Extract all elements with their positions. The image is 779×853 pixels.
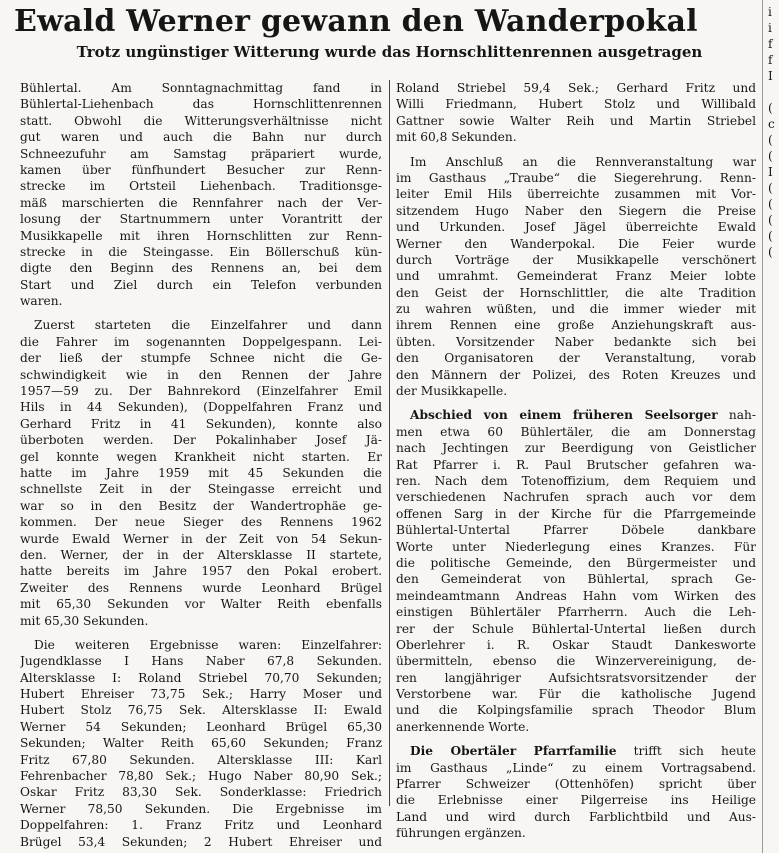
line-text: mäß marschierten die Rennfahrer nach der Ver- xyxy=(20,195,382,210)
left-column-line xyxy=(20,449,382,465)
paragraph-gap xyxy=(20,309,382,317)
paragraph-gap xyxy=(396,735,756,743)
article-headline: Ewald Werner gewann den Wanderpokal xyxy=(14,4,698,39)
right-column-line xyxy=(396,317,756,333)
line-text: strecke im Ortsteil Liehenbach. Traditionsge- xyxy=(20,179,382,194)
right-column-line xyxy=(396,80,756,96)
line-text: und umrahmt. Gemeinderat Franz Meier lobte xyxy=(396,269,756,284)
line-text: die Fahrer im sogenannten Doppelgespann. Lei- xyxy=(20,334,382,349)
line-text: Schneezufuhr am Samstag präpariert wurde, xyxy=(20,146,382,161)
right-column-line xyxy=(396,367,756,383)
line-text: Zuerst starteten die Einzelfahrer und dann xyxy=(34,318,382,333)
line-text: Werner 54 Sekunden; Leonhard Brügel 65,30 xyxy=(20,719,382,734)
line-text: Land und wird durch Farblichtbild und Aus- xyxy=(396,809,756,824)
line-text: kommen. Der neue Sieger des Rennens 1962 xyxy=(20,515,382,530)
left-column-line xyxy=(20,334,382,350)
page-edge-rule xyxy=(762,0,763,853)
right-column-line xyxy=(396,350,756,366)
right-column-line xyxy=(396,407,756,423)
left-column-line xyxy=(20,514,382,530)
left-column-line xyxy=(20,613,382,629)
left-column-line xyxy=(20,416,382,432)
line-text: rer der Schule Bühlertal-Untertal ließen durch xyxy=(396,621,756,636)
line-text: Gerhard Fritz in 41 Sekunden), konnte also xyxy=(20,416,382,431)
line-text: Willi Friedmann, Hubert Stolz und Willibald xyxy=(396,97,756,112)
left-column-line xyxy=(20,670,382,686)
right-column-line xyxy=(396,760,756,776)
left-column-line xyxy=(20,563,382,579)
right-column-line xyxy=(396,129,756,145)
line-text: Werner den Wanderpokal. Die Feier wurde xyxy=(396,236,756,251)
line-text: durch Vorträge der Musikkapelle verschönert xyxy=(396,252,756,267)
right-column-line xyxy=(396,776,756,792)
line-text: der Musikkapelle. xyxy=(396,384,508,399)
line-text: Jugendklasse I Hans Naber 67,8 Sekunden. xyxy=(20,654,382,669)
left-column-line xyxy=(20,768,382,784)
line-text: Rat Pfarrer i. R. Paul Brutscher gefahren wa- xyxy=(396,457,756,472)
left-column-line xyxy=(20,531,382,547)
left-column-line xyxy=(20,719,382,735)
line-text: Verstorbene war. Für die katholische Jugend xyxy=(396,687,756,702)
right-column-line xyxy=(396,186,756,202)
line-text: überboten werden. Der Pokalinhaber Josef Jä- xyxy=(20,433,382,448)
right-column-line xyxy=(396,113,756,129)
right-column-line xyxy=(396,702,756,718)
right-column-line xyxy=(396,588,756,604)
line-text: meindeamtmann Andreas Hahn vom Wirken des xyxy=(396,588,756,603)
left-column-line xyxy=(20,162,382,178)
left-column-line xyxy=(20,817,382,833)
right-column-line xyxy=(396,792,756,808)
line-text: ren. Nach dem Totenoffizium, dem Requiem und xyxy=(396,473,756,488)
line-text: und Urkunden. Josef Jägel überreichte Ewald xyxy=(396,220,756,235)
right-column-line xyxy=(396,809,756,825)
left-column-line xyxy=(20,465,382,481)
line-text: zu wahren wüßten, und die immer wieder mit xyxy=(396,302,756,317)
column-divider xyxy=(389,80,390,806)
left-column-line xyxy=(20,195,382,211)
right-column-line xyxy=(396,301,756,317)
left-column-line xyxy=(20,834,382,850)
line-text: der ließ der stumpfe Schnee nicht die Ge- xyxy=(20,351,382,366)
line-text: men etwa 60 Bühlertäler, die am Donnerstag xyxy=(396,424,756,439)
edge-fragment: I xyxy=(768,69,773,83)
right-column-line xyxy=(396,555,756,571)
right-column-line xyxy=(396,571,756,587)
line-text: den Gemeinderat von Bühlertal, sprach Ge- xyxy=(396,572,756,587)
left-column-line xyxy=(20,293,382,309)
line-text: Hubert Ehreiser 73,75 Sek.; Harry Moser und xyxy=(20,687,382,702)
right-column-line xyxy=(396,539,756,555)
left-column-line xyxy=(20,178,382,194)
right-column-line xyxy=(396,268,756,284)
left-column-line xyxy=(20,317,382,333)
line-text: Start und Ziel durch ein Telefon verbunden xyxy=(20,277,382,292)
line-text: nach Jechtingen zur Beerdigung von Geistlicher xyxy=(396,441,756,456)
line-text: Brügel 53,4 Sekunden; 2 Hubert Ehreiser und xyxy=(20,834,382,849)
right-column-line xyxy=(396,96,756,112)
right-column-line xyxy=(396,285,756,301)
left-column-line xyxy=(20,350,382,366)
line-text: den Geist der Hornschlittler, die alte Tradition xyxy=(396,285,756,300)
line-text: Fehrenbacher 78,80 Sek.; Hugo Naber 80,90 Sek.; xyxy=(20,769,382,784)
left-column-line xyxy=(20,277,382,293)
line-text: hatte im Jahre 1959 mit 45 Sekunden die xyxy=(20,465,382,480)
line-text: Bühlertal. Am Sonntagnachmittag fand in xyxy=(20,81,382,95)
line-text: im Gasthaus „Traube“ die Siegerehrung. Renn- xyxy=(396,170,756,185)
line-text: anerkennende Worte. xyxy=(396,719,530,734)
left-column-line xyxy=(20,735,382,751)
paragraph-gap xyxy=(396,399,756,407)
adjacent-column-fragment xyxy=(768,4,779,260)
right-column-line xyxy=(396,334,756,350)
edge-fragment: f xyxy=(768,53,773,67)
edge-fragment: ( xyxy=(768,181,773,195)
left-column-line xyxy=(20,129,382,145)
edge-fragment: f xyxy=(768,37,773,51)
line-text: Bühlertal-Untertal Pfarrer Döbele dankbare xyxy=(396,523,756,538)
edge-fragment: ( xyxy=(768,133,773,147)
left-column-line xyxy=(20,399,382,415)
line-text: die Erlebnisse einer Pilgerreise ins Heilige xyxy=(396,793,756,808)
right-column-line xyxy=(396,621,756,637)
line-text: und die Kolpingsfamilie sprach Theodor Blum xyxy=(396,703,756,718)
line-text: Bühlertal-Liehenbach das Hornschlittenrennen xyxy=(20,97,382,112)
line-text: Gattner sowie Walter Reih und Martin Striebel xyxy=(396,113,756,128)
right-column-line xyxy=(396,506,756,522)
line-text: schwindigkeit wie in den Rennen der Jahre xyxy=(20,367,382,382)
edge-fragment: i xyxy=(768,21,772,35)
line-text: Oberlehrer i. R. Oskar Staudt Dankesworte xyxy=(396,637,756,652)
right-column-line xyxy=(396,825,756,841)
right-column-line xyxy=(396,440,756,456)
line-text: losung der Startnummern unter Vorantritt der xyxy=(20,212,382,227)
edge-fragment: ( xyxy=(768,197,773,211)
line-text: nah- xyxy=(717,408,756,423)
right-column-line xyxy=(396,219,756,235)
right-column-line xyxy=(396,522,756,538)
left-column-line xyxy=(20,653,382,669)
line-text: Werner 78,50 Sekunden. Die Ergebnisse im xyxy=(20,801,382,816)
line-text: mit 65,30 Sekunden vor Walter Reith ebenfalls xyxy=(20,597,382,612)
line-text: Musikkapelle mit ihren Hornschlitten zur Renn- xyxy=(20,228,382,243)
left-column-line xyxy=(20,498,382,514)
line-text: führungen ergänzen. xyxy=(396,826,526,841)
right-column-line xyxy=(396,743,756,759)
left-column-line xyxy=(20,244,382,260)
line-text: einstigen Bühlertäler Pfarrherrn. Auch die Leh- xyxy=(396,605,756,620)
left-column-line xyxy=(20,801,382,817)
line-text: gut waren und auch die Bahn nur durch xyxy=(20,130,382,145)
line-text: den Männern der Polizei, des Roten Kreuzes und xyxy=(396,367,756,382)
left-column-line xyxy=(20,784,382,800)
line-text: Fritz 67,80 Sekunden. Altersklasse III: Karl xyxy=(20,752,382,767)
line-text: gel konnte wegen Krankheit nicht starten. Er xyxy=(20,449,382,464)
right-column-line xyxy=(396,604,756,620)
line-text: war so in den Besitz der Wandertrophäe ge- xyxy=(20,498,382,513)
right-column-line xyxy=(396,203,756,219)
edge-fragment: ( xyxy=(768,245,773,259)
line-text: Oskar Fritz 83,30 Sek. Sonderklasse: Friedrich xyxy=(20,785,382,800)
line-text: hatte bereits im Jahre 1957 den Pokal erobert. xyxy=(20,564,382,579)
edge-fragment: ( xyxy=(768,149,773,163)
left-column-line xyxy=(20,752,382,768)
line-text: mit 65,30 Sekunden. xyxy=(20,613,149,628)
edge-fragment: ( xyxy=(768,229,773,243)
line-text: Pfarrer Schweizer (Ottenhöfen) spricht über xyxy=(396,777,756,792)
line-text: Hils in 44 Sekunden), (Doppelfahren Franz und xyxy=(20,400,382,415)
line-text: Sekunden; Walter Reith 65,60 Sekunden; Franz xyxy=(20,736,382,751)
left-column-line xyxy=(20,481,382,497)
right-column-line xyxy=(396,473,756,489)
left-column-line xyxy=(20,80,382,96)
paragraph-gap xyxy=(20,629,382,637)
line-text: Im Anschluß an die Rennveranstaltung war xyxy=(410,154,756,169)
right-column xyxy=(396,80,756,842)
right-column-line xyxy=(396,424,756,440)
left-column xyxy=(20,80,382,850)
edge-fragment xyxy=(768,84,779,100)
left-column-line xyxy=(20,432,382,448)
line-text: im Gasthaus „Linde“ zu einem Vortragsabend. xyxy=(396,760,756,775)
line-text: mit 60,8 Sekunden. xyxy=(396,130,517,145)
left-column-line xyxy=(20,383,382,399)
line-text: den. Werner, der in der Altersklasse II startete, xyxy=(20,547,382,562)
line-text: übten. Vorsitzender Naber bedankte sich bei xyxy=(396,334,756,349)
right-column-line xyxy=(396,637,756,653)
edge-fragment: i xyxy=(768,5,772,19)
line-text: statt. Obwohl die Witterungsverhältnisse nicht xyxy=(20,113,382,128)
line-text: Altersklasse I: Roland Striebel 70,70 Sekunden; xyxy=(20,670,382,685)
line-text: Roland Striebel 59,4 Sek.; Gerhard Fritz und xyxy=(396,81,756,95)
left-column-line xyxy=(20,596,382,612)
line-text: leiter Emil Hils überreichte zusammen mit Vor- xyxy=(396,187,756,202)
right-column-line xyxy=(396,489,756,505)
left-column-line xyxy=(20,146,382,162)
edge-fragment: ( xyxy=(768,213,773,227)
right-column-line xyxy=(396,719,756,735)
line-text: digte den Beginn des Rennens an, bei dem xyxy=(20,261,382,276)
line-text: die politische Gemeinde, den Bürgermeister und xyxy=(396,555,756,570)
right-column-line xyxy=(396,383,756,399)
line-text: 1957—59 zu. Der Bahnrekord (Einzelfahrer Emil xyxy=(20,384,382,399)
line-text: verschiedenen Nachrufen sprach auch vor dem xyxy=(396,490,756,505)
left-column-line xyxy=(20,228,382,244)
right-column-line xyxy=(396,686,756,702)
left-column-line xyxy=(20,686,382,702)
line-text: Worte unter Niederlegung eines Kranzes. Für xyxy=(396,539,756,554)
right-column-line xyxy=(396,154,756,170)
left-column-line xyxy=(20,113,382,129)
line-text: ihrem Rennen eine große Anziehungskraft aus- xyxy=(396,318,756,333)
edge-fragment: ( xyxy=(768,101,773,115)
right-column-line xyxy=(396,236,756,252)
right-column-line xyxy=(396,252,756,268)
line-text: übermitteln, ebenso die Winzervereinigung, de- xyxy=(396,654,756,669)
left-column-line xyxy=(20,702,382,718)
left-column-line xyxy=(20,211,382,227)
section-lead-in: Abschied von einem früheren Seelsorger xyxy=(410,408,718,423)
line-text: trifft sich heute xyxy=(616,744,756,759)
line-text: den Organisatoren der Veranstaltung, vorab xyxy=(396,351,756,366)
article-subheadline: Trotz ungünstiger Witterung wurde das Hornschlittenrennen ausgetragen xyxy=(76,43,703,61)
right-column-line xyxy=(396,170,756,186)
left-column-line xyxy=(20,580,382,596)
edge-fragment: I xyxy=(768,165,773,179)
line-text: ren langjähriger Aufsichtsratsvorsitzender der xyxy=(396,670,756,685)
paragraph-gap xyxy=(396,146,756,154)
left-column-line xyxy=(20,547,382,563)
line-text: kamen über fünfhundert Besucher zur Renn- xyxy=(20,162,382,177)
line-text: wurde Ewald Werner in der Zeit von 54 Sekun- xyxy=(20,531,382,546)
right-column-line xyxy=(396,457,756,473)
left-column-line xyxy=(20,367,382,383)
line-text: Zweiter des Rennens wurde Leonhard Brügel xyxy=(20,580,382,595)
line-text: schnellste Zeit in der Steingasse erreicht und xyxy=(20,482,382,497)
line-text: Die weiteren Ergebnisse waren: Einzelfahrer: xyxy=(34,637,382,652)
left-column-line xyxy=(20,637,382,653)
left-column-line xyxy=(20,260,382,276)
line-text: waren. xyxy=(20,294,63,309)
line-text: offenen Sarg in der Kirche für die Pfarrgemeinde xyxy=(396,506,756,521)
line-text: Doppelfahren: 1. Franz Fritz und Leonhard xyxy=(20,818,382,833)
right-column-line xyxy=(396,670,756,686)
section-lead-in: Die Obertäler Pfarrfamilie xyxy=(410,744,617,759)
right-column-line xyxy=(396,653,756,669)
line-text: Hubert Stolz 76,75 Sek. Altersklasse II: Ewald xyxy=(20,703,382,718)
line-text: sitzendem Hugo Naber den Siegern die Preise xyxy=(396,203,756,218)
line-text: strecke in die Steingasse. Ein Böllerschuß kün- xyxy=(20,244,382,259)
left-column-line xyxy=(20,96,382,112)
edge-fragment: c xyxy=(768,117,775,131)
